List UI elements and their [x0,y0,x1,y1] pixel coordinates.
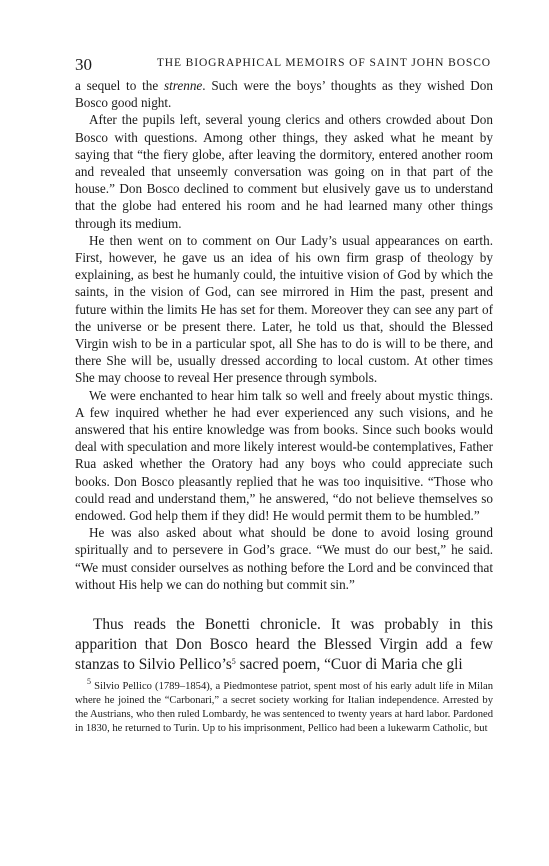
chronicle-section [75,615,493,675]
paragraph-5: He was also asked about what should be done to avoid losing ground spiritually and to persevere in God’s grace. “We must do our best,” he said. “We must consider ourselves as nothing before the Lord and be convinced that without His help we can do nothing but commit sin.” [75,525,493,592]
italic-word: strenne [163,78,203,93]
paragraph-1-text-end: . Such were the boys’ thoughts as they wished Don Bosco good night. [75,78,493,111]
paragraph-4: We were enchanted to hear him talk so well and freely about mystic things. A few inquired whether he had ever experienced any such visions, and he answered that his entire knowledge was from books. Since such books would deal with speculation and more likely interest would-be contemplatives, Father Rua asked whether the Oratory had any boys who could appreciate such books. Don Bosco pleasantly replied that he was too inquisitive. “Those who could read and understand them,” he answered, “do not believe themselves so endowed. God help them if they did! He would permit them to be humbled.” [75,387,493,524]
page-number: 30 [75,55,92,74]
paragraph-1-text-start: a sequel to the [75,78,164,93]
body-text [75,77,493,593]
page-header [75,55,493,77]
chronicle-paragraph [75,615,493,675]
footnote-text: Silvio Pellico (1789–1854), a Piedmontese patriot, spent most of his early adult life in Milan where he joined the “Carbonari,” a secret society working for Italian independence. Arrested by the Austrians, who then ruled Lombardy, he was sentenced to twenty years at hard labor. Pardoned in 1830, he returned to Turin. Up to his imprisonment, Pellico had been a lukewarm Catholic, but [75,681,493,735]
paragraph-2: After the pupils left, several young clerics and others crowded about Don Bosco with questions. Among other things, they asked what he meant by saying that “the fiery globe, after leaving the dormitory, entered another room and revealed that unseemly conversation was going on in that part of the house.” Don Bosco declined to comment but elusively gave us to understand that the globe had entered his room and he had learned many other things through its medium. [75,112,493,231]
book-page [75,55,493,736]
footnote [75,677,493,736]
running-head: THE BIOGRAPHICAL MEMOIRS OF SAINT JOHN BOSCO [156,57,491,69]
paragraph-1 [75,77,493,111]
paragraph-3: He then went on to comment on Our Lady’s usual appearances on earth. First, however, he gave us an idea of his own firm grasp of theology by explaining, as best he humanly could, the intuitive vision of God by which the saints, in the vision of God, can see mirrored in Him the past, present and future within the limits He has set for them. Moreover they can see any part of the universe or be present there. Later, he told us that, should the Blessed Virgin wish to be in a particular spot, all She has to do is will to be there, and there She will be, usually dressed according to local custom. At other times She may choose to reveal Her presence through symbols. [75,232,493,386]
footnote-reference: 5 [231,657,236,667]
chronicle-text-start: Thus reads the Bonetti chronicle. It was probably in this apparition that Don Bosco heard the Blessed Virgin add a few stanzas to Silvio Pellico’s [75,616,493,674]
chronicle-text-end: sacred poem, “Cuor di Maria che gli [235,656,463,674]
footnote-marker: 5 [87,677,91,687]
